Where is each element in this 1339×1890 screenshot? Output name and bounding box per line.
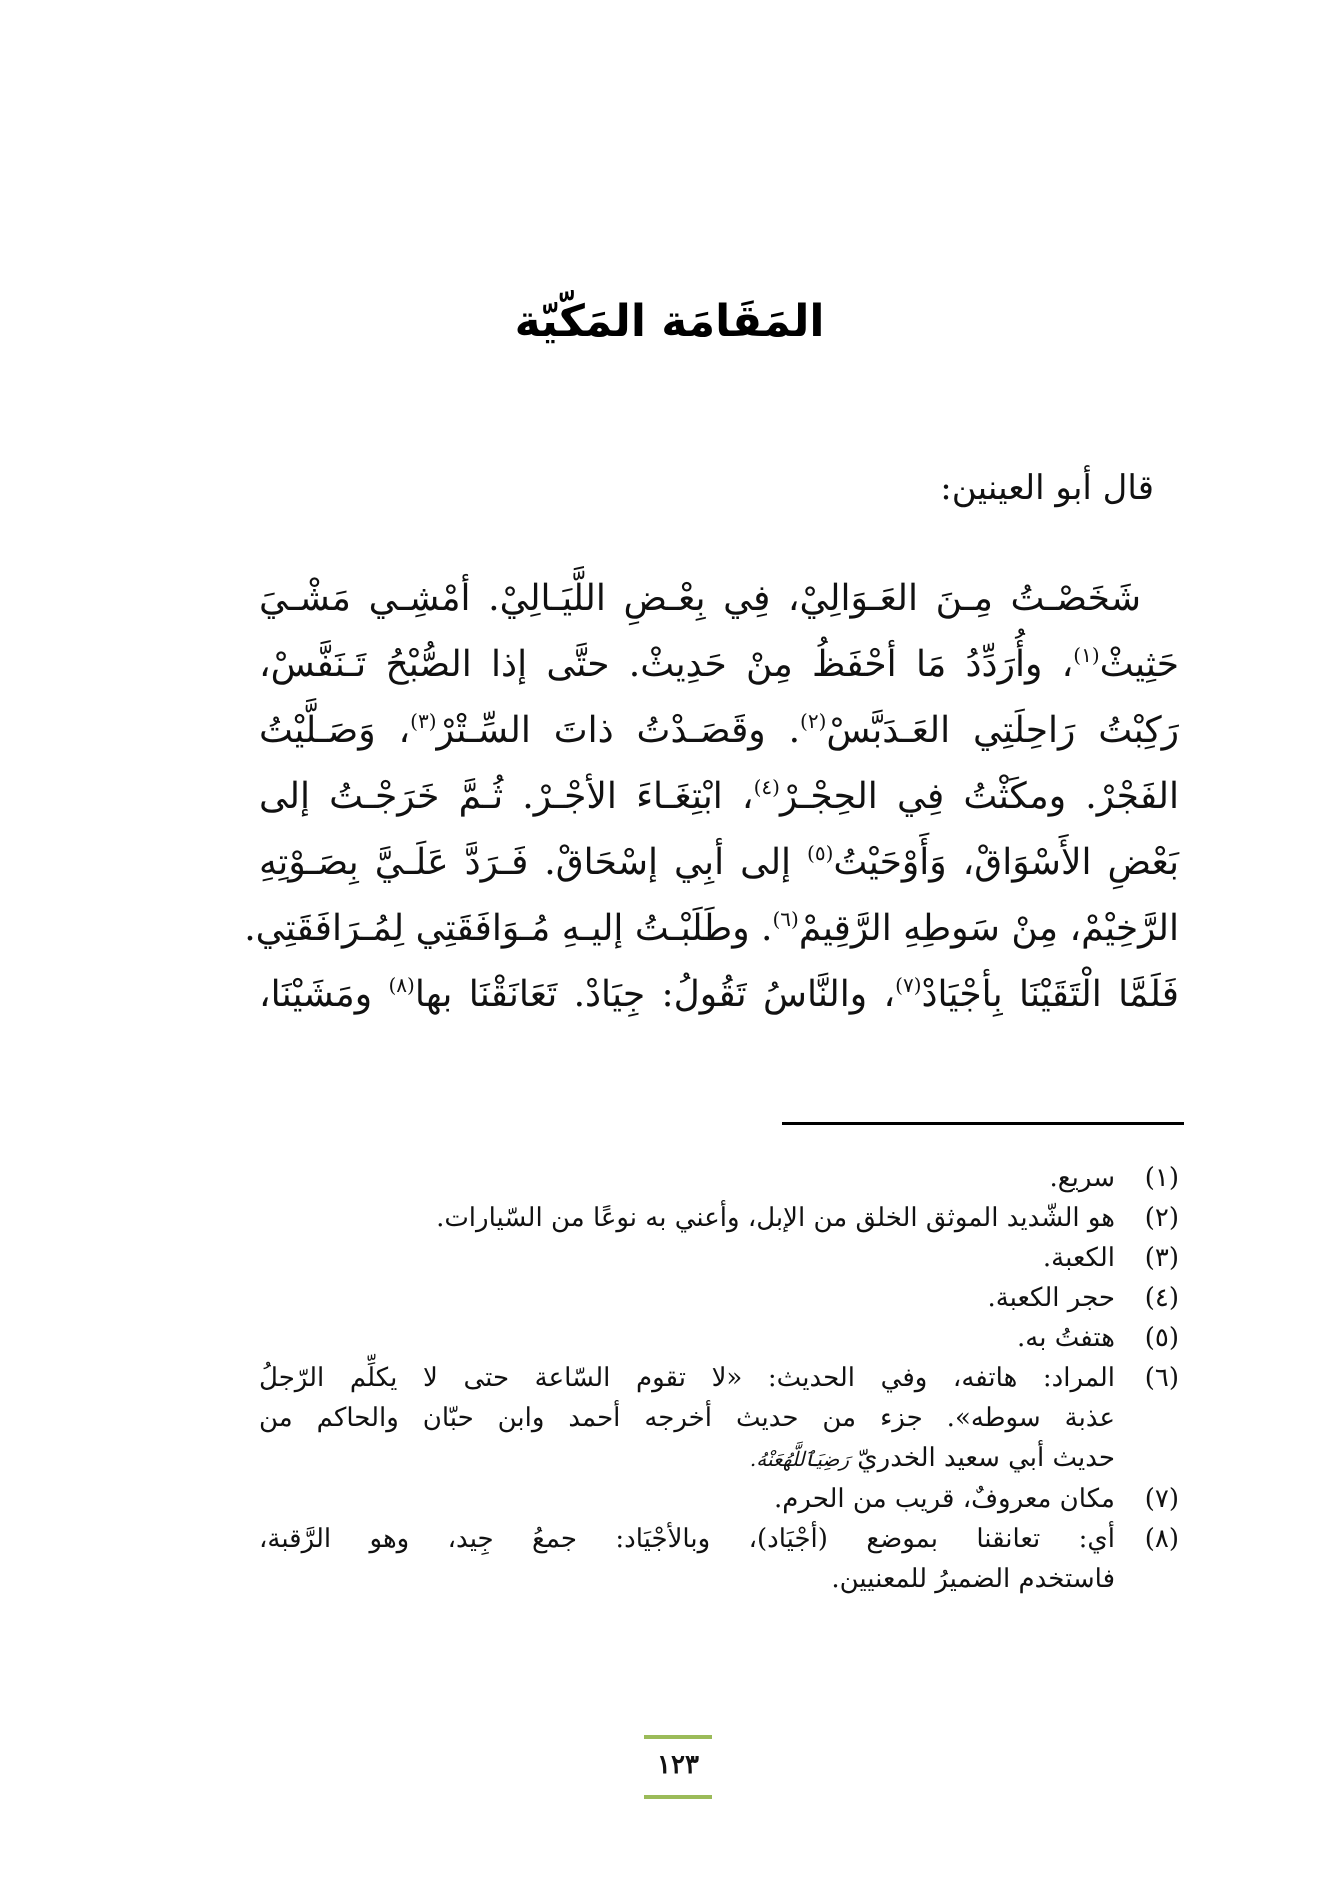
body-text [244, 566, 1180, 1028]
page-title: المَقَامَة المَكّيّة [514, 296, 825, 347]
footnote-line: فاستخدم الضميرُ للمعنيين. [831, 1564, 1115, 1594]
body-line-text: الفَجْرْ. ومكَثْتُ فِي الحِجْـرْ [779, 776, 1179, 817]
footnote-number: (٧) [1144, 1484, 1179, 1514]
body-line-text: رَكِبْتُ رَاحِلَتِي العَـدَبَّسْ [826, 710, 1180, 751]
footnote-line: هو الشّديد الموثق الخلق من الإبل، وأعني به نوعًا من السّيارات. [436, 1203, 1115, 1233]
footnote-line: عذبة سوطه». جزء من حديث أخرجه أحمد وابن حبّان والحاكم من [259, 1403, 1115, 1433]
footnote-number: (٣) [1144, 1243, 1179, 1273]
body-line-6 [244, 896, 1179, 962]
body-line-text: . وطَلَبْـتُ إليـهِ مُـوَافَقَتِي لِمُـرَافَقَتِي. [244, 908, 773, 949]
footnote-8 [259, 1519, 1179, 1599]
footnote-body [259, 1519, 1115, 1599]
body-line-text: ومَشَيْنَا، [259, 974, 389, 1015]
footnote-ref: (٦) [772, 907, 799, 931]
footnote-line: أي: تعانقنا بموضع (أجْيَاد)، وبالأجْيَاد: جمعُ جِيد، وهو الرَّقبة، [259, 1524, 1115, 1554]
page-number-bottom-bar [644, 1795, 712, 1799]
footnote-line: مكان معروفٌ، قريب من الحرم. [774, 1484, 1115, 1514]
body-line-text: الرَّخِيْمْ، مِنْ سَوطِهِ الرَّقِيمْ [798, 908, 1179, 949]
footnote-ref: (٤) [753, 775, 780, 799]
footnote-ref: (٨) [388, 973, 415, 997]
footnote-line-text: حديث أبي سعيد الخدريّ [857, 1443, 1115, 1473]
body-line-text: حَثِيثْ [1099, 644, 1179, 685]
footnote-body [259, 1158, 1115, 1198]
footnote-7 [259, 1479, 1179, 1519]
footnote-body [259, 1238, 1115, 1278]
body-line-7 [259, 962, 1179, 1028]
body-line-3 [259, 698, 1179, 764]
footnote-line: سريع. [1049, 1163, 1115, 1193]
footnote-number: (٦) [1144, 1363, 1179, 1393]
body-line-text: بَعْضِ الأَسْوَاقْ، وَأَوْحَيْتُ [833, 842, 1179, 883]
body-line-text: ، وَصَـلَّيْتُ [259, 710, 411, 751]
footnote-number: (٥) [1144, 1323, 1179, 1353]
footnote-body [259, 1358, 1115, 1479]
page-number-block [644, 1733, 712, 1799]
footnote-1 [259, 1158, 1179, 1198]
footnote-ref: (٥) [807, 841, 834, 865]
footnote-3 [259, 1238, 1179, 1278]
body-line-text: ، ابْتِغَـاءَ الأجْـرْ. ثُـمَّ خَرَجْـتُ إلى [259, 776, 754, 817]
speaker-line: قال أبو العينين: [940, 468, 1154, 508]
footnote-ref: (٣) [410, 709, 437, 733]
footnote-line [259, 1438, 1115, 1479]
footnote-line: هتفتُ به. [1017, 1323, 1115, 1353]
footnote-ref: (٧) [895, 973, 922, 997]
footnotes [259, 1158, 1179, 1599]
footnote-6 [259, 1358, 1179, 1479]
footnote-line: الكعبة. [1042, 1243, 1115, 1273]
body-line-text: . وقَصَـدْتُ ذاتَ السِّـتْرْ [436, 710, 801, 751]
footnote-2 [259, 1198, 1179, 1238]
footnote-number: (١) [1144, 1163, 1179, 1193]
body-line-text: شَخَصْـتُ مِـنَ العَـوَالِيْ، فِي بِعْـضِ اللَّيَـالِيْ. أمْشِـي مَشْـيَ [259, 578, 1141, 619]
footnote-ref: (١) [1073, 643, 1100, 667]
body-line-4 [259, 764, 1179, 830]
honorific-glyph: رَضِيَٱللَّهُعَنْهُ. [749, 1447, 850, 1471]
body-line-2 [259, 632, 1179, 698]
footnote-line: حجر الكعبة. [987, 1283, 1115, 1313]
footnote-number: (٢) [1144, 1203, 1179, 1233]
footnote-number: (٤) [1144, 1283, 1179, 1313]
footnote-body [259, 1318, 1115, 1358]
footnote-separator [782, 1122, 1184, 1125]
footnote-number: (٨) [1144, 1524, 1179, 1554]
body-line-5 [259, 830, 1179, 896]
body-line-text: إلى أبِي إسْحَاقْ. فَـرَدَّ عَلَـيَّ بِصَـوْتِهِ [259, 842, 808, 883]
page-number-top-bar [644, 1735, 712, 1739]
page-number: ١٢٣ [657, 1750, 699, 1780]
body-line-1 [259, 566, 1179, 632]
footnote-line: المراد: هاتفه، وفي الحديث: «لا تقوم السّاعة حتى لا يكلِّم الرّجلُ [259, 1363, 1115, 1393]
body-line-text: ، وأُرَدِّدُ مَا أحْفَظُ مِنْ حَدِيثْ. حتَّى إذا الصُّبْحُ تَـنَفَّسْ، [259, 644, 1074, 685]
footnote-body [259, 1278, 1115, 1318]
footnote-body [259, 1479, 1115, 1519]
footnote-ref: (٢) [800, 709, 827, 733]
body-line-text: فَلَمَّا الْتَقَيْنَا بِأجْيَادْ [921, 974, 1179, 1015]
footnote-4 [259, 1278, 1179, 1318]
body-line-text: ، والنَّاسُ تَقُولُ: جِيَادْ. تَعَانَقْنَا بها [414, 974, 896, 1015]
footnote-5 [259, 1318, 1179, 1358]
footnote-body [259, 1198, 1115, 1238]
